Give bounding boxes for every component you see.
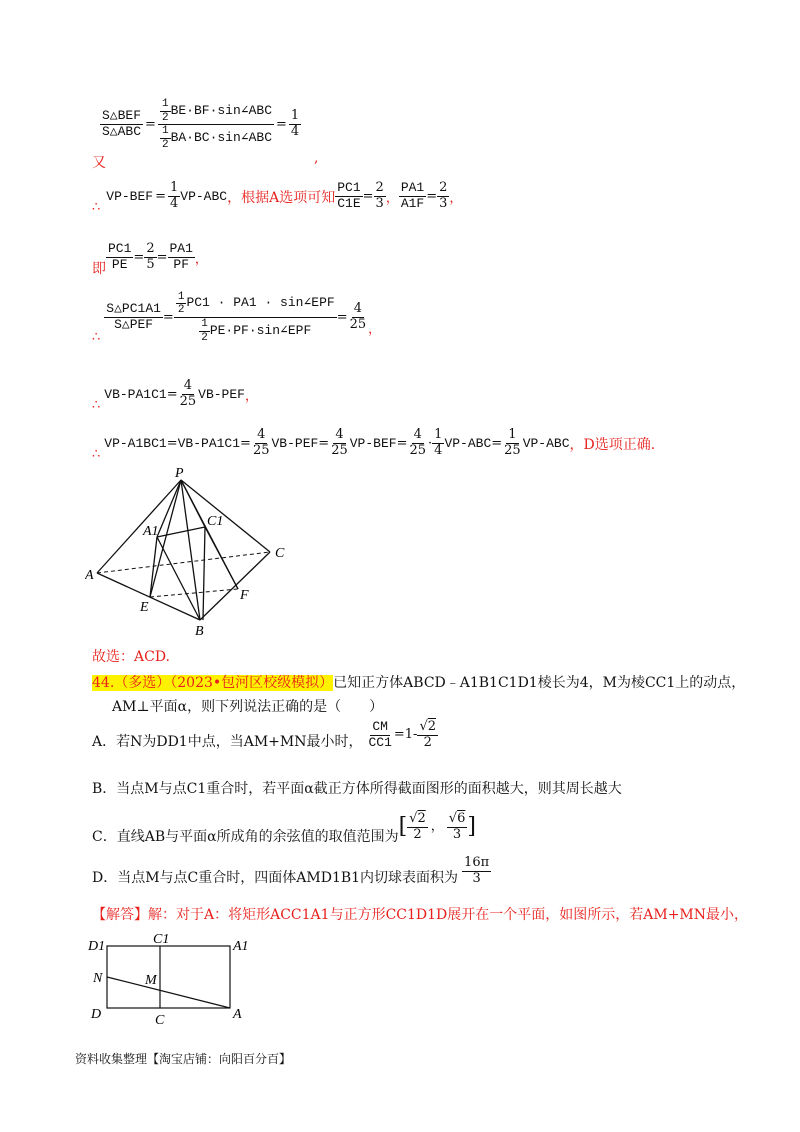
question-tag: （多选）（2023•包河区校级模拟） — [114, 675, 334, 691]
question-stem-1: 已知正方体ABCD﹣A1B1C1D1棱长为4，M为棱CC1上的动点， — [333, 675, 746, 691]
line-v-chain: ∴ VP-A1BC1 = VB-PA1C1 = $\frac{4}{25}$ VB-PEF = $\frac{4}{25}$ VP-BEF = $\frac{4}{25}$ · $\frac{1}{4}$ VP-ABC = $\frac{1}{25}$ VP-ABC ，D选项正确. — [92, 427, 656, 462]
prefix-you: 又 — [92, 155, 106, 171]
question-44-line1 — [92, 672, 745, 694]
label-M: M — [145, 973, 157, 988]
label-A: A — [85, 568, 94, 583]
option-d: D．当点M与点C重合时，四面体AMD1B1内切球表面积为 $\frac{16\pi}{3}$ — [92, 855, 490, 886]
area-ratio-lhs: $\frac{\text{S△BEF}}{\text{S△ABC}}$ — [102, 108, 142, 140]
label-P: P — [175, 466, 184, 481]
label-C1: C1 — [207, 514, 224, 529]
label-B: B — [195, 624, 204, 639]
label-N: N — [93, 971, 103, 986]
label-D1: D1 — [88, 939, 106, 954]
answer-line: 故选：ACD. — [92, 649, 170, 665]
line-v-bef: ∴ VP-BEF = $\frac{1}{4}$ VP-ABC ，根据A选项可知 $\frac{PC1}{C1E}$ = $\frac{2}{3}$ ， $\frac{PA1}{A1F}$ = $\frac{2}{3}$ ， — [92, 180, 463, 215]
area-ratio-mid: $\frac{1}{2}$ BE·BF·sin∠ABC $\frac{1}{2}$ BA·BC·sin∠ABC — [158, 98, 274, 152]
pyramid-figure — [85, 465, 305, 640]
label-C1b: C1 — [153, 932, 170, 947]
option-b: B．当点M与点C1重合时，若平面α截正方体所得截面图形的面积越大，则其周长越大 — [92, 781, 622, 797]
label-E: E — [140, 600, 149, 615]
option-c: C．直线AB与平面α所成角的余弦值的取值范围为 [ $\frac{√2}{2}$ ， $\frac{√6}{3}$ ] — [92, 810, 476, 845]
unfold-figure — [85, 930, 260, 1030]
option-a: A．若N为DD1中点，当AM+MN最小时， $\frac{CM}{CC1}$ =1- $\frac{√2}{2}$ — [92, 719, 437, 750]
label-D: D — [91, 1007, 102, 1022]
line-ji: 即 $\frac{PC1}{PE}$ = $\frac{2}{5}$ = $\frac{PA1}{PF}$ ， — [92, 240, 208, 277]
label-C: C — [275, 546, 285, 561]
label-Ab: A — [233, 1007, 242, 1022]
label-A1b: A1 — [233, 939, 249, 954]
area-ratio-result: $\frac{1}{4}$ — [290, 108, 300, 140]
label-Cb: C — [155, 1013, 165, 1028]
area-ratio-bef: $\frac{\text{S△BEF}}{\text{S△ABC}}$ = $\frac{1}{2}$ BE·BF·sin∠ABC $\frac{1}{2}$ BA·BC·sin∠ABC = $\frac{1}{4}$ — [102, 98, 300, 151]
comma-1: , — [314, 150, 319, 166]
label-F: F — [240, 588, 249, 603]
solution-head: 【解答】解：对于A：将矩形ACC1A1与正方形CC1D1D展开在一个平面，如图所示，若AM+MN最小， — [92, 907, 749, 923]
line-v-bpa1c1: ∴ VB-PA1C1 = $\frac{4}{25}$ VB-PEF ， — [92, 378, 258, 413]
question-stem-2: AM⊥平面α，则下列说法正确的是（ ） — [112, 699, 384, 715]
question-number: 44. — [92, 675, 115, 691]
footer: 资料收集整理【淘宝店铺：向阳百分百】 — [75, 1052, 292, 1066]
line-area-pc1a1: ∴ $\frac{S\triangle PC1A1}{\text{S△PEF}}$ = $\frac{1}{2}$ PC1 · PA1 · sin∠EPF $\frac{1}{2}$ PE·PF·sin∠EPF = $\frac{4}{25}$ ， — [92, 290, 382, 345]
label-A1: A1 — [143, 524, 159, 539]
